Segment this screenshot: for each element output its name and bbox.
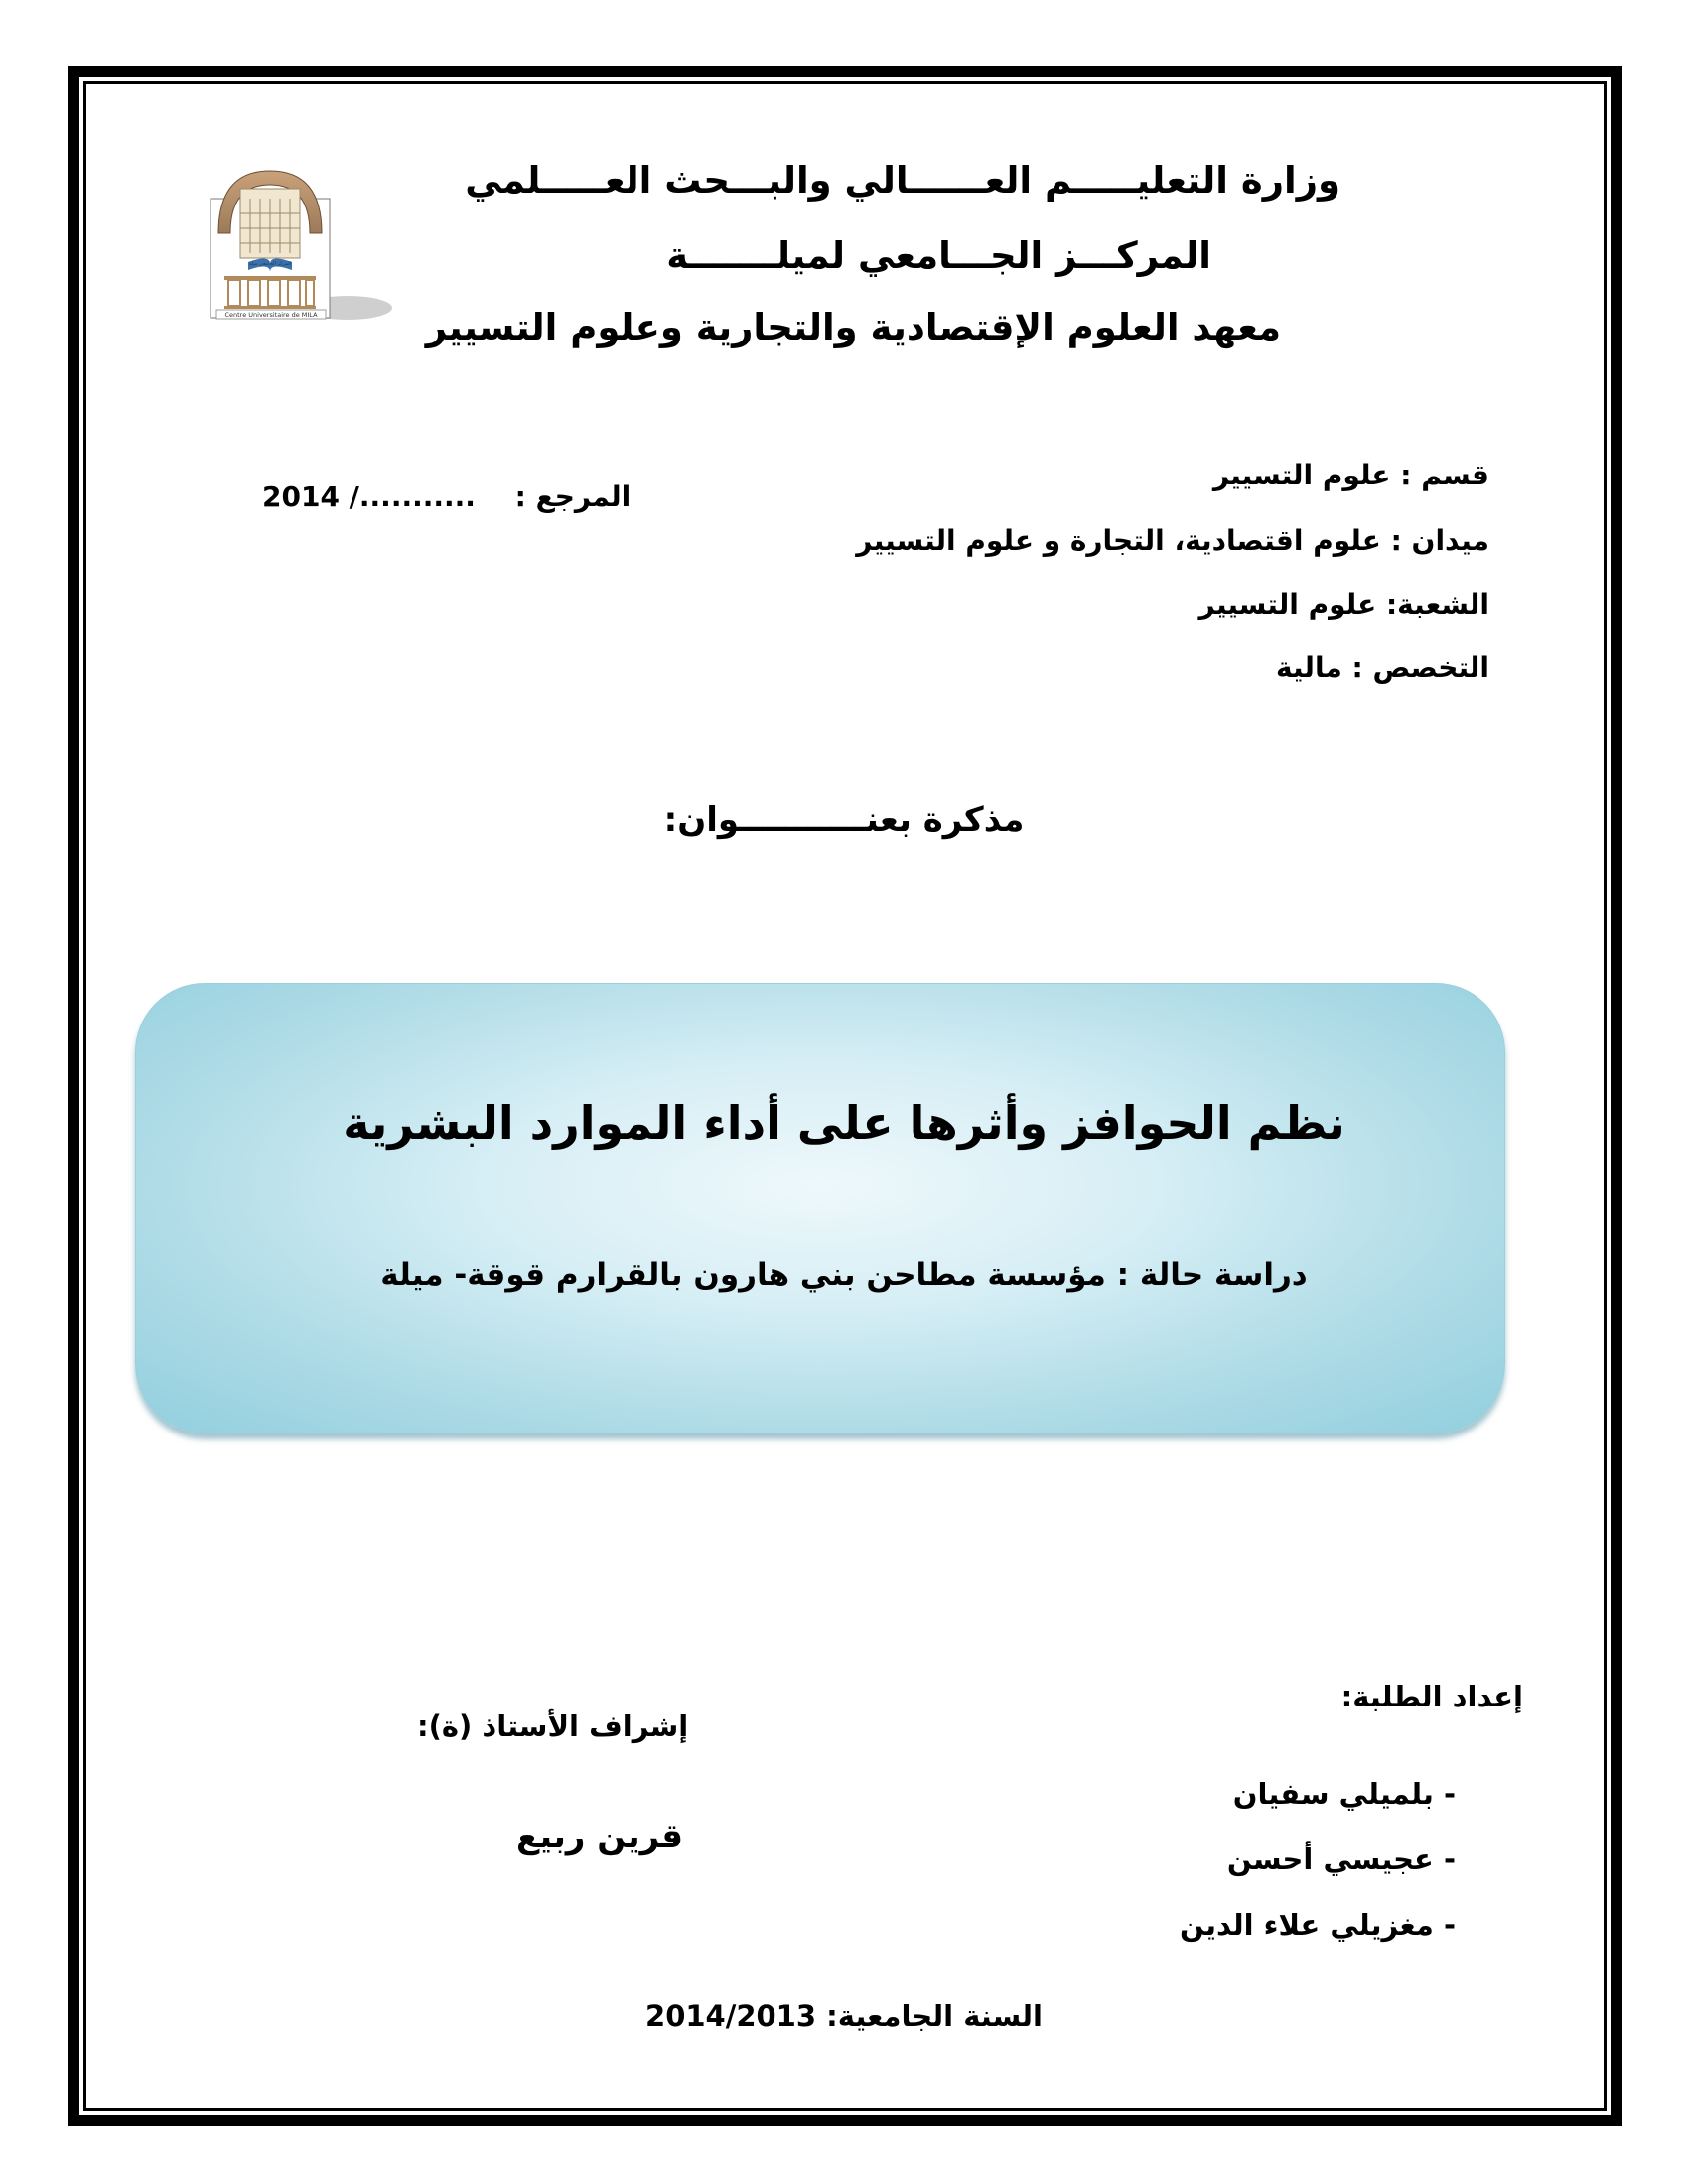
academic-year: السنة الجامعية: 2014/2013 [645, 1999, 1043, 2033]
institute-heading: معهد العلوم الإقتصادية والتجارية وعلوم التسيير [425, 306, 1281, 348]
prepared-by-label: إعداد الطلبة: [1340, 1680, 1523, 1713]
student-name: - عجيسي أحسن [1226, 1843, 1456, 1876]
ministry-heading: وزارة التعليـــــم العــــــالي والبـــحث العـــــلمي [465, 159, 1340, 202]
logo-header-text: المركز الجامعي ميلة [248, 261, 292, 267]
university-building-icon [199, 159, 397, 328]
student-name: - بلميلي سفيان [1232, 1777, 1456, 1811]
field-line: ميدان : علوم اقتصادية، التجارة و علوم التسيير [856, 524, 1489, 557]
university-center-heading: المركـــز الجـــامعي لميلـــــــة [666, 234, 1211, 277]
student-name: - مغزيلي علاء الدين [1180, 1908, 1456, 1942]
memo-label: مذكرة بعنـــــــــــوان: [663, 800, 1025, 840]
case-study-subtitle: دراسة حالة : مؤسسة مطاحن بني هارون بالقرارم قوقة- ميلة [380, 1257, 1308, 1293]
supervisor-name: قرين ربيع [516, 1817, 684, 1856]
supervision-label: إشراف الأستاذ (ة): [417, 1709, 689, 1743]
specialty-line: التخصص : مالية [1276, 651, 1489, 684]
university-logo [199, 159, 397, 328]
department-line: قسم : علوم التسيير [1212, 459, 1489, 491]
reference-label: المرجع : [514, 480, 632, 513]
branch-line: الشعبة: علوم التسيير [1198, 588, 1489, 620]
logo-caption: Centre Universitaire de MILA [224, 311, 318, 319]
title-box [135, 983, 1505, 1433]
reference-value: 2014 /........... [262, 480, 476, 513]
reference-block [262, 480, 631, 513]
thesis-title: نظم الحوافز وأثرها على أداء الموارد البشرية [343, 1096, 1345, 1150]
